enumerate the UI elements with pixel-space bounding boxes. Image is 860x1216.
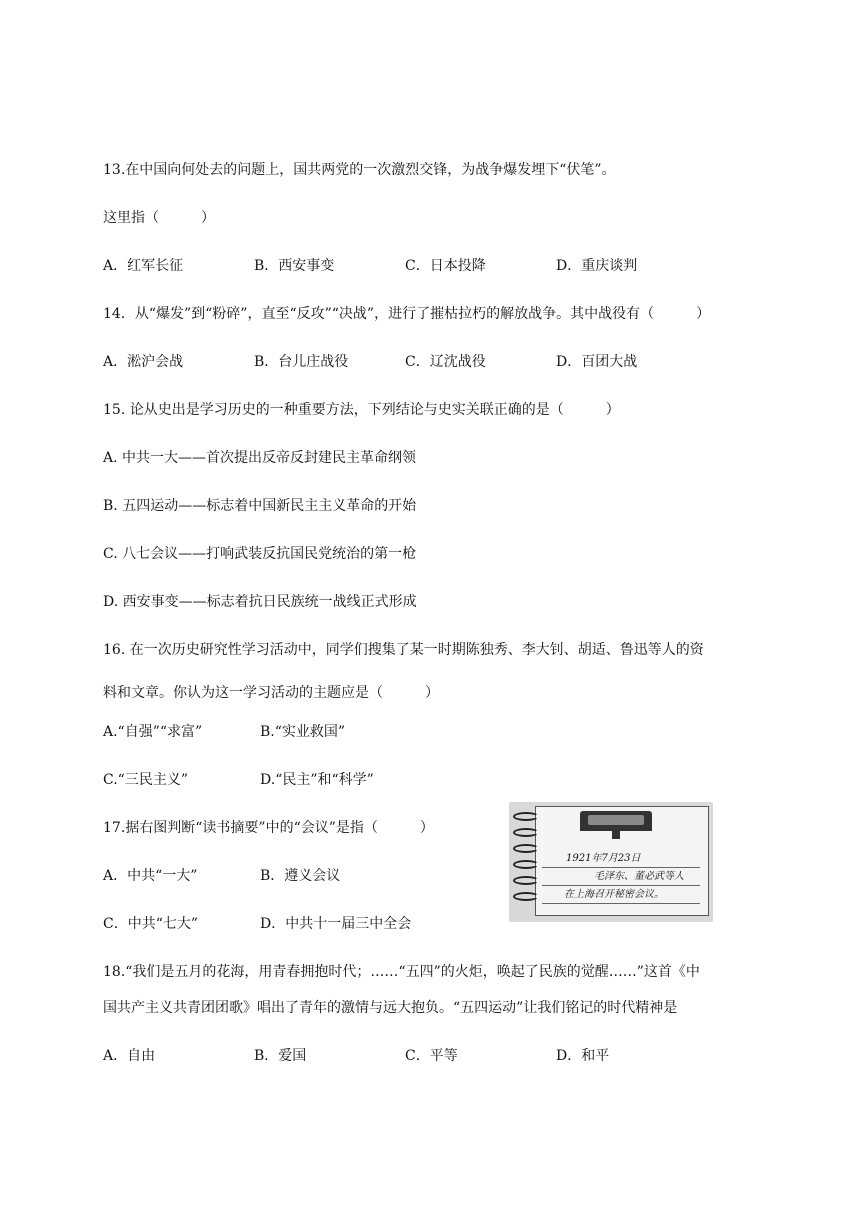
q15-option-c: C. 八七会议——打响武装反抗国民党统治的第一枪 (103, 546, 417, 562)
spiral-binding-icon (513, 812, 543, 908)
notebook-title-tag (580, 811, 652, 831)
q13-option-d: D．重庆谈判 (556, 258, 638, 274)
q18-stem-line1: 18.“我们是五月的花海，用青春拥抱时代；……“五四”的火炬，唤起了民族的觉醒……”这首《中 (103, 964, 700, 980)
q14-option-b: B．台儿庄战役 (254, 354, 349, 370)
q17-option-d: D．中共十一届三中全会 (260, 916, 412, 932)
q17-option-b: B．遵义会议 (260, 868, 341, 884)
q14-option-a: A．淞沪会战 (103, 354, 184, 370)
q18-option-a: A．自由 (103, 1048, 156, 1064)
q15-option-a: A. 中共一大——首次提出反帝反封建民主革命纲领 (103, 450, 417, 466)
q13-stem-line1: 13.在中国向何处去的问题上，国共两党的一次激烈交锋，为战争爆发埋下“伏笔”。 (103, 162, 616, 178)
q16-stem-line1: 16. 在一次历史研究性学习活动中，同学们搜集了某一时期陈独秀、李大钊、胡适、鲁迅等人的资 (103, 642, 704, 658)
reading-notes-image (509, 802, 713, 922)
q14-stem: 14．从“爆发”到“粉碎”，直至“反攻”“决战”，进行了摧枯拉朽的解放战争。其中战役有（ ） (103, 306, 711, 322)
q17-option-a: A．中共“一大” (103, 868, 198, 884)
q16-option-b: B.“实业救国” (260, 724, 346, 740)
q15-option-b: B. 五四运动——标志着中国新民主主义革命的开始 (103, 498, 417, 514)
q14-option-c: C．辽沈战役 (405, 354, 486, 370)
q16-option-a: A.“自强”“求富” (103, 724, 203, 740)
q16-option-c: C.“三民主义” (103, 772, 188, 788)
q13-option-b: B．西安事变 (254, 258, 335, 274)
q16-stem-line2: 料和文章。你认为这一学习活动的主题应是（ ） (103, 685, 439, 701)
q13-option-a: A．红军长征 (103, 258, 184, 274)
q15-stem: 15. 论从史出是学习历史的一种重要方法，下列结论与史实关联正确的是（ ） (103, 402, 620, 418)
notebook-line2: 在上海召开秘密会议。 (564, 889, 664, 900)
q18-option-d: D．和平 (556, 1048, 610, 1064)
q18-stem-line2: 国共产主义共青团团歌》唱出了青年的激情与远大抱负。“五四运动”让我们铭记的时代精神是 (103, 1000, 678, 1016)
q17-stem: 17.据右图判断“读书摘要”中的“会议”是指（ ） (103, 820, 434, 836)
notebook-date: 1921年7月23日 (566, 853, 641, 864)
q16-option-d: D.“民主”和“科学” (260, 772, 374, 788)
q18-option-b: B．爱国 (254, 1048, 307, 1064)
q18-option-c: C．平等 (405, 1048, 458, 1064)
notebook-line1: 毛泽东、董必武等人 (594, 871, 684, 882)
notebook-page (535, 806, 709, 916)
q17-option-c: C．中共“七大” (103, 916, 199, 932)
q13-option-c: C．日本投降 (405, 258, 486, 274)
q15-option-d: D. 西安事变——标志着抗日民族统一战线正式形成 (103, 594, 417, 610)
q13-stem-line2: 这里指（ ） (103, 210, 215, 226)
q14-option-d: D．百团大战 (556, 354, 638, 370)
